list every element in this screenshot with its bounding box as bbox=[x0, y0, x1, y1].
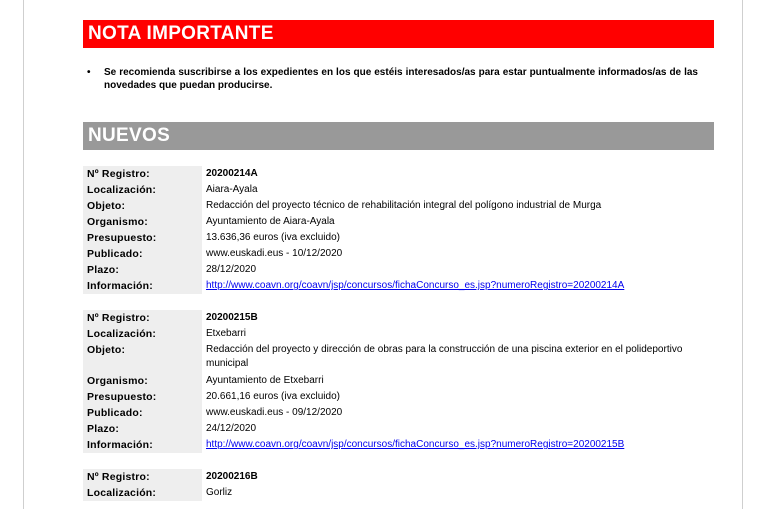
objeto-value: Redacción del proyecto técnico de rehabilitación integral del polígono industrial de Murga bbox=[206, 200, 602, 211]
localizacion-label: Localización: bbox=[83, 182, 202, 198]
informacion-cell bbox=[202, 437, 714, 453]
record-row-organismo bbox=[83, 373, 714, 389]
bullet-icon: • bbox=[87, 67, 91, 78]
record-row-presupuesto bbox=[83, 389, 714, 405]
record-entry bbox=[83, 469, 714, 501]
registro-label: Nº Registro: bbox=[83, 310, 202, 326]
plazo-label: Plazo: bbox=[83, 262, 202, 278]
organismo-value: Ayuntamiento de Etxebarri bbox=[206, 375, 324, 386]
publicado-value: www.euskadi.eus - 09/12/2020 bbox=[206, 407, 343, 418]
presupuesto-value: 20.661,16 euros (iva excluido) bbox=[206, 391, 340, 402]
publicado-label: Publicado: bbox=[83, 405, 202, 421]
localizacion-value: Aiara-Ayala bbox=[206, 184, 258, 195]
record-row-objeto bbox=[83, 198, 714, 214]
registro-value: 20200215B bbox=[206, 312, 258, 323]
record-row-publicado bbox=[83, 405, 714, 421]
localizacion-value: Etxebarri bbox=[206, 328, 247, 339]
record-row-localizacion bbox=[83, 326, 714, 342]
note-list-item bbox=[83, 66, 698, 92]
localizacion-label: Localización: bbox=[83, 485, 202, 501]
note-text: Se recomienda suscribirse a los expedientes en los que estéis interesados/as para estar puntualmente informados/as de las novedades que puedan producirse. bbox=[104, 67, 698, 91]
informacion-link[interactable]: http://www.coavn.org/coavn/jsp/concursos/fichaConcurso_es.jsp?numeroRegistro=20200215B bbox=[206, 439, 625, 450]
record-row-informacion bbox=[83, 437, 714, 453]
registro-value: 20200214A bbox=[206, 168, 258, 179]
informacion-link[interactable]: http://www.coavn.org/coavn/jsp/concursos/fichaConcurso_es.jsp?numeroRegistro=20200214A bbox=[206, 280, 625, 291]
organismo-label: Organismo: bbox=[83, 373, 202, 389]
record-row-plazo bbox=[83, 421, 714, 437]
plazo-label: Plazo: bbox=[83, 421, 202, 437]
informacion-label: Información: bbox=[83, 278, 202, 294]
publicado-value: www.euskadi.eus - 10/12/2020 bbox=[206, 248, 343, 259]
record-entry bbox=[83, 310, 714, 453]
record-row-informacion bbox=[83, 278, 714, 294]
localizacion-value: Gorliz bbox=[206, 487, 233, 498]
nota-importante-heading: NOTA IMPORTANTE bbox=[83, 20, 714, 48]
registro-label: Nº Registro: bbox=[83, 166, 202, 182]
record-row-plazo bbox=[83, 262, 714, 278]
presupuesto-label: Presupuesto: bbox=[83, 230, 202, 246]
nuevos-heading: NUEVOS bbox=[83, 122, 714, 150]
record-row-localizacion bbox=[83, 182, 714, 198]
informacion-label: Información: bbox=[83, 437, 202, 453]
organismo-label: Organismo: bbox=[83, 214, 202, 230]
record-row-objeto bbox=[83, 342, 714, 373]
plazo-value: 28/12/2020 bbox=[206, 264, 257, 275]
record-row-registro bbox=[83, 310, 714, 326]
registro-value: 20200216B bbox=[206, 471, 258, 482]
plazo-value: 24/12/2020 bbox=[206, 423, 257, 434]
informacion-cell bbox=[202, 278, 714, 294]
objeto-label: Objeto: bbox=[83, 342, 202, 373]
record-row-registro bbox=[83, 469, 714, 485]
presupuesto-value: 13.636,36 euros (iva excluido) bbox=[206, 232, 340, 243]
record-row-organismo bbox=[83, 214, 714, 230]
presupuesto-label: Presupuesto: bbox=[83, 389, 202, 405]
records-list bbox=[83, 166, 714, 517]
record-entry bbox=[83, 166, 714, 294]
registro-label: Nº Registro: bbox=[83, 469, 202, 485]
publicado-label: Publicado: bbox=[83, 246, 202, 262]
record-row-publicado bbox=[83, 246, 714, 262]
localizacion-label: Localización: bbox=[83, 326, 202, 342]
objeto-label: Objeto: bbox=[83, 198, 202, 214]
objeto-value: Redacción del proyecto y dirección de obras para la construcción de una piscina exterior en el polideportivo municipal bbox=[206, 344, 683, 369]
record-row-registro bbox=[83, 166, 714, 182]
record-row-localizacion bbox=[83, 485, 714, 501]
record-row-presupuesto bbox=[83, 230, 714, 246]
organismo-value: Ayuntamiento de Aiara-Ayala bbox=[206, 216, 335, 227]
